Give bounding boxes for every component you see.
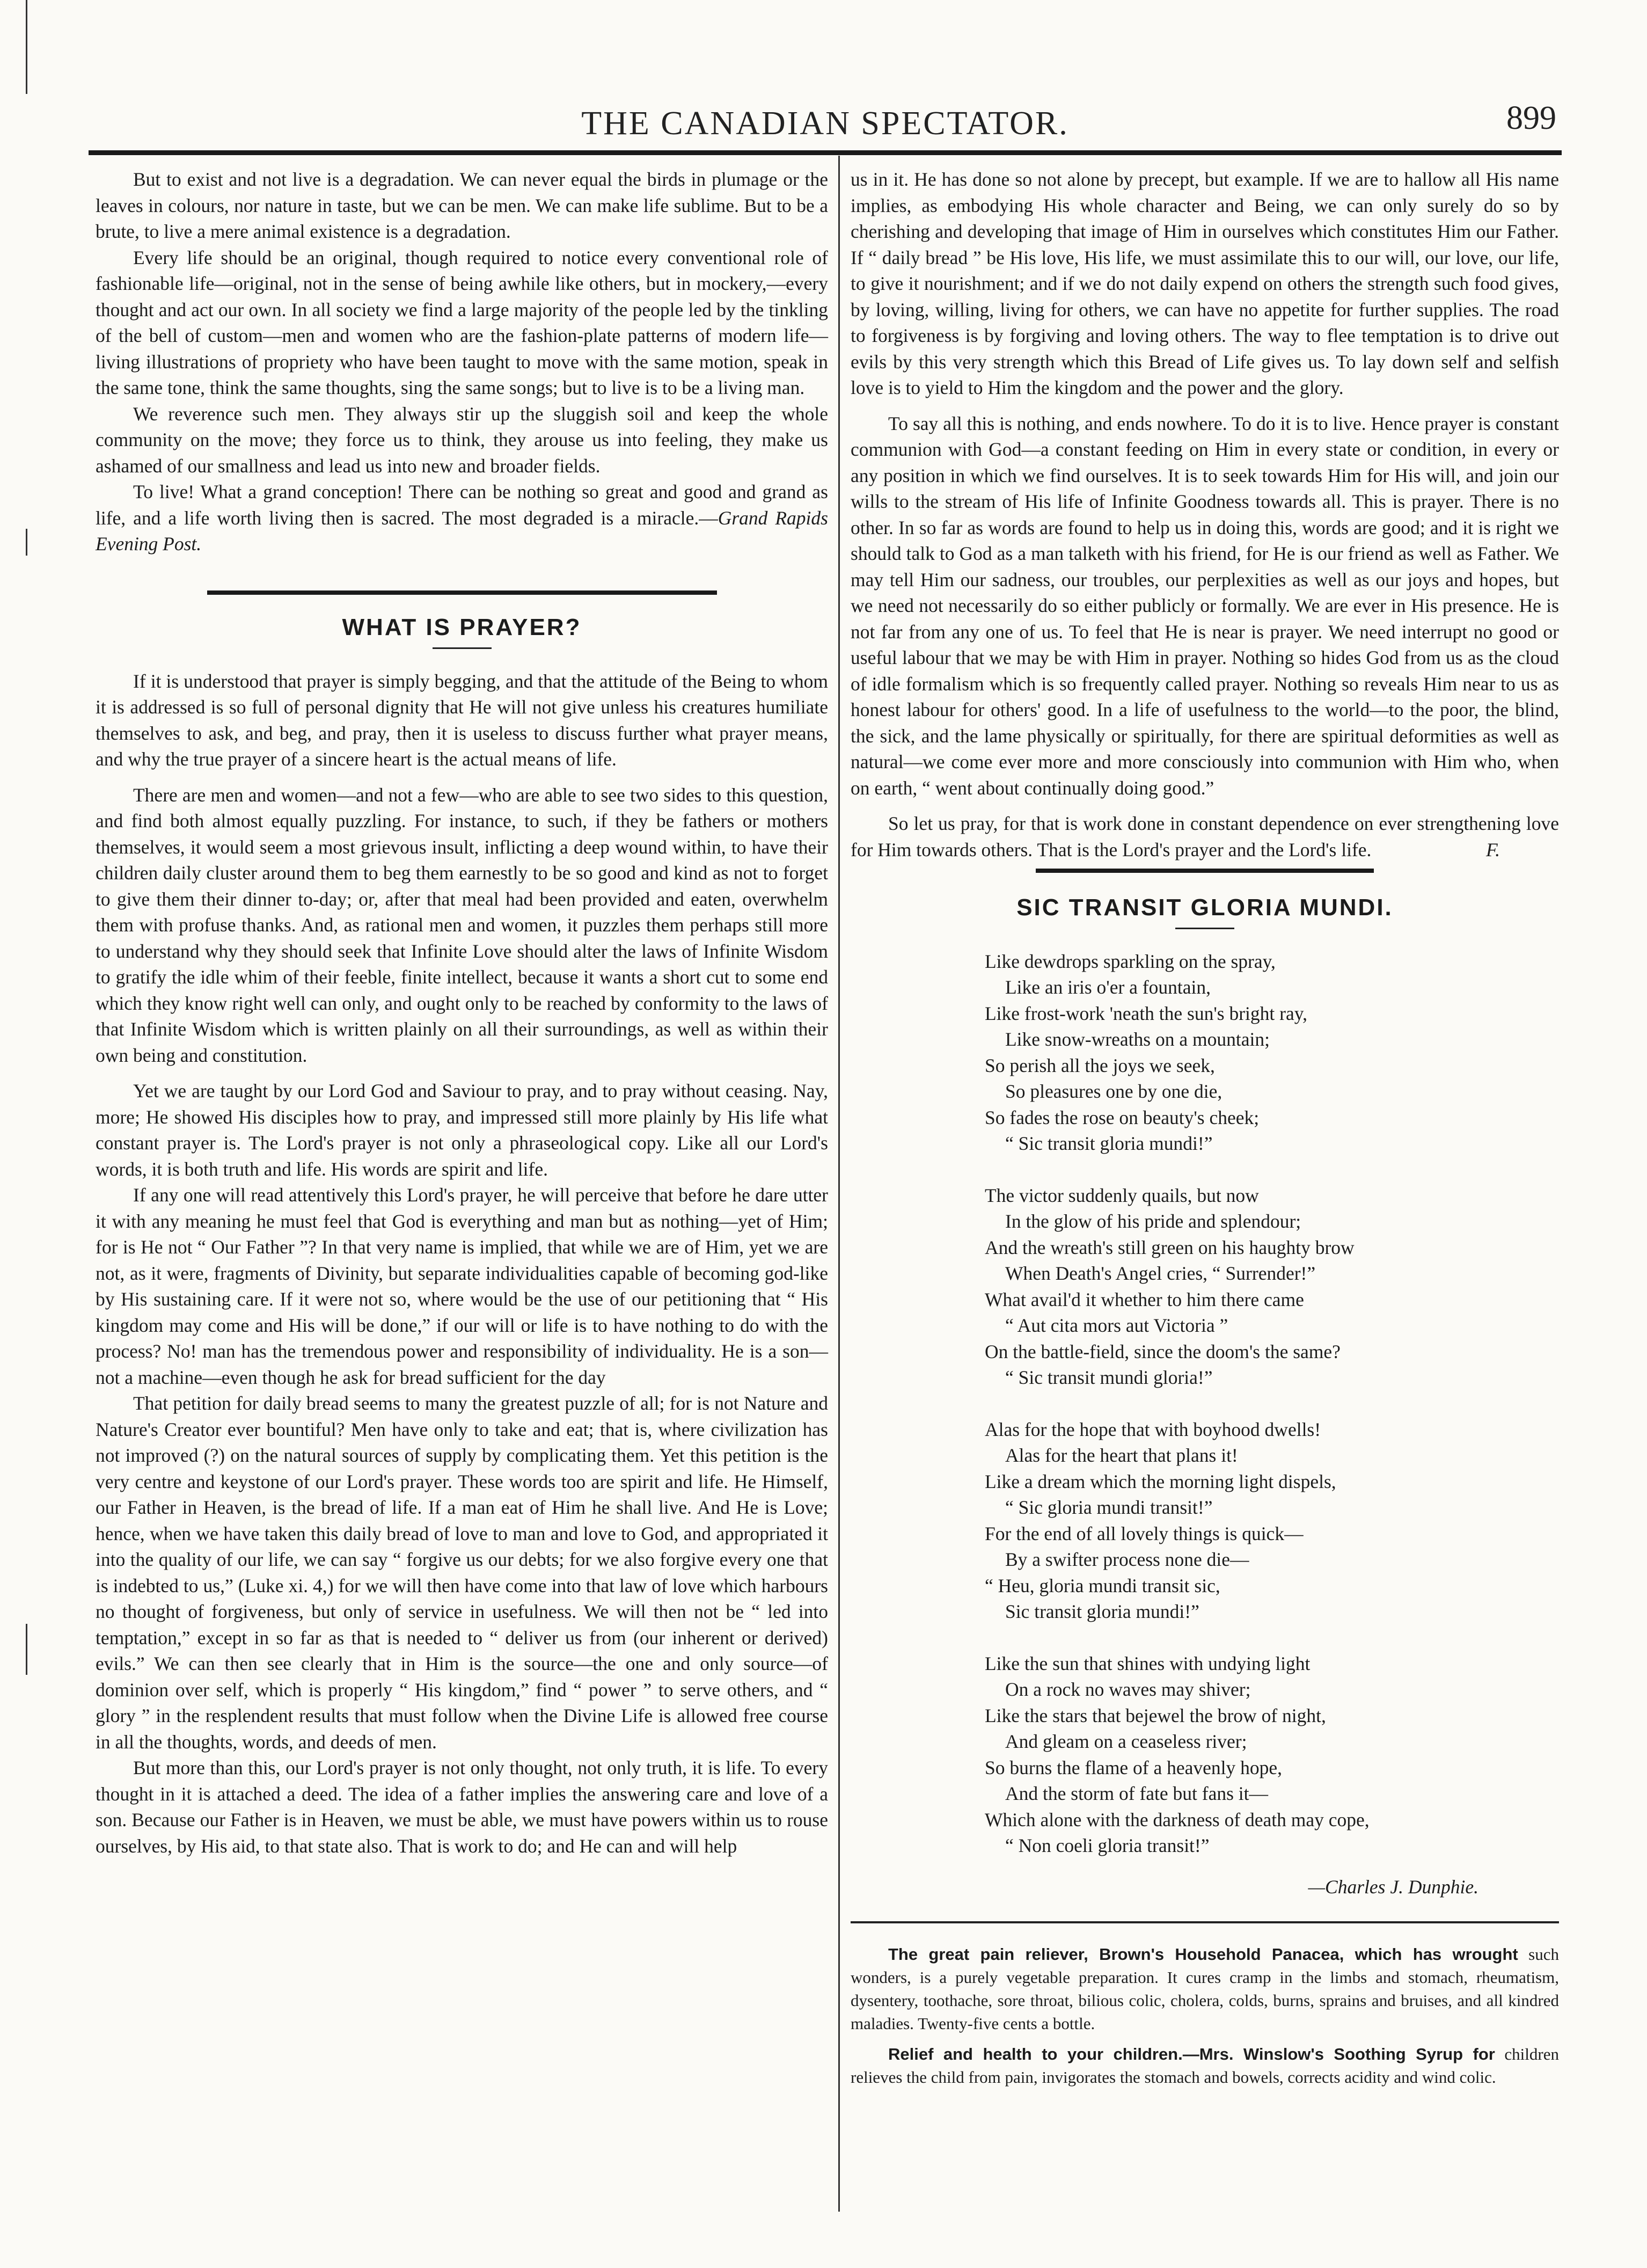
advertisement-lead: Relief and health to your children.—Mrs. Winslow's Soothing Syrup for <box>888 2045 1495 2063</box>
paragraph: That petition for daily bread seems to many the greatest puzzle of all; for is not Nature and Nature's Creator ever bountiful? Men have only to take and eat; that is, where civilization has not improved (?) on the natural sources of supply by complicating them. Yet this petition is the very centre and keystone of our Lord's prayer. These words too are spirit and life. He Himself, our Father in Heaven, is the bread of life. If a man eat of Him he shall live. And He is Love; hence, when we have taken this daily bread of love to man and love to God, and appropriated it into the quality of our life, we can say “ forgive us our debts; for we also forgive every one that is indebted to us,” (Luke xi. 4,) for we will then have come into that law of love which harbours no thought of forgiveness, but only of service in usefulness. We will then not be “ led into temptation,” except in so far as that is needed to “ deliver us from (our inherent or derived) evils.” We can then see clearly that in Him is the source—the one and only source—of dominion over self, which is properly “ His kingdom,” find “ power ” to serve others, and “ glory ” in the resplendent results that must follow when the Divine Life is allowed free course in all the thoughts, words, and deeds of men. <box>96 1392 828 1753</box>
section-rule <box>1036 869 1374 873</box>
poem-line: “ Non coeli gloria transit!” <box>1005 1835 1210 1856</box>
poem <box>851 949 1559 1859</box>
paragraph: If it is understood that prayer is simply begging, and that the attitude of the Being to whom it is addressed is so full of personal dignity that He will not give unless his creatures humiliate themselves to ask, and beg, and pray, then it is useless to discuss further what prayer means, and why the true prayer of a sincere heart is the actual means of life. <box>96 670 828 770</box>
poem-line: For the end of all lovely things is quick— <box>985 1522 1304 1544</box>
paragraph: Yet we are taught by our Lord God and Saviour to pray, and to pray without ceasing. Nay, more; He showed His disciples how to pray, and impressed still more plainly by His life what constant prayer is. The Lord's prayer is not only a phraseological copy. Like all our Lord's words, it is both truth and life. His words are spirit and life. <box>96 1080 828 1180</box>
section-heading-poem: SIC TRANSIT GLORIA MUNDI. <box>1016 894 1393 921</box>
margin-mark <box>26 0 27 94</box>
header-rule <box>89 150 1562 155</box>
poem-line: Which alone with the darkness of death may cope, <box>985 1808 1370 1831</box>
poem-stanza <box>985 1417 1559 1625</box>
paragraph: Every life should be an original, though required to notice every conventional role of fashionable life—original, not in the sense of being awhile like others, but in mockery,—every thought and act our own. In all society we find a large majority of the people led by the tinkling of the bell of custom—men and women who are the fashion-plate patterns of modern life—living illustrations of propriety who have been taught to move with the same motion, speak in the same tone, think the same thoughts, sing the same songs; but to live is to be a living man. <box>96 246 828 398</box>
paragraph: There are men and women—and not a few—who are able to see two sides to this question, and find both almost equally puzzling. For instance, to such, if they be fathers or mothers themselves, it would seem a most grievous insult, inflicting a deep wound within, to have their children daily cluster around them to beg them earnestly to be so good and kind as not to forget to give them their dinner to-day; or, after that meal had been provided and eaten, overwhelm them with profuse thanks. And, as rational men and women, it puzzles them perhaps still more to understand why they should seek that Infinite Love should alter the laws of Infinite Wisdom to gratify the idle whim of their feeble, finite intellect, because it wants a short cut to some end which they know right well can only, and ought only to be reached by conformity to the laws of that Infinite Wisdom which is written plainly on all their surroundings, as well as within their own being and constitution. <box>96 784 828 1066</box>
advertisement-lead: The great pain reliever, Brown's Household Panacea, which has wrought <box>888 1945 1518 1964</box>
poem-line: Like the stars that bejewel the brow of night, <box>985 1704 1326 1726</box>
paragraph: So let us pray, for that is work done in constant dependence on ever strengthening love for Him towards others. That is the Lord's prayer and the Lord's life. <box>851 813 1559 860</box>
margin-mark <box>26 1624 27 1675</box>
poem-line: Like a dream which the morning light dispels, <box>985 1470 1336 1492</box>
paragraph: If any one will read attentively this Lord's prayer, he will perceive that before he dare utter it with any meaning he must feel that God is everything and man but as nothing—yet of Him; for is He not “ Our Father ”? In that very name is implied, that while we are of Him, yet we are not, as it were, fragments of Divinity, but separate individualities capable of becoming god-like by His sustaining care. If it were not so, where would be the use of our petitioning that “ His kingdom may come and His will be done,” if our will or life is to have nothing to do with the process? No! man has the tremendous power and responsibility of individuality. He is a son—not a machine—even though he ask for bread sufficient for the day <box>96 1184 828 1388</box>
poem-line: When Death's Angel cries, “ Surrender!” <box>1005 1263 1316 1284</box>
left-column <box>96 166 828 1859</box>
section-rule <box>207 590 717 595</box>
poem-line: Sic transit gloria mundi!” <box>1005 1601 1199 1622</box>
paragraph: But to exist and not live is a degradation. We can never equal the birds in plumage or the leaves in colours, nor nature in taste, but we can be men. We can make life sublime. But to be a brute, to live a mere animal existence is a degradation. <box>96 169 828 242</box>
poem-line: What avail'd it whether to him there came <box>985 1288 1304 1310</box>
page-number: 899 <box>1506 100 1556 136</box>
poem-line: So perish all the joys we seek, <box>985 1054 1215 1076</box>
source-credit: Grand Rapids Evening Post. <box>96 507 828 555</box>
heading-underline <box>433 647 492 649</box>
poem-line: The victor suddenly quails, but now <box>985 1184 1259 1206</box>
poem-line: Like the sun that shines with undying light <box>985 1652 1311 1674</box>
poem-stanza <box>985 949 1559 1157</box>
poem-line: “ Sic transit gloria mundi!” <box>1005 1133 1213 1154</box>
poem-stanza <box>985 1183 1559 1391</box>
paragraph: To say all this is nothing, and ends nowhere. To do it is to live. Hence prayer is constant communion with God—a constant feeding on Him in every state or condition, in every or any position in which we find ourselves. It is to seek towards Him for His will, and join our wills to the stream of His life of Infinite Goodness towards all. This is prayer. There is no other. In so far as words are found to help us in doing this, words are good; and it is right we should talk to God as a man talketh with his friend, for He is our friend as well as Father. We may tell Him our sadness, our troubles, our perplexities as well as our joys and hopes, but we need not necessarily do so either publicly or formally. We are ever in His presence. He is not far from any one of us. To feel that He is near is prayer. We need interrupt no good or useful labour that we may be with Him in prayer. Nothing so hides God from us as the cloud of idle formalism which is so frequently called prayer. Nothing so reveals Him near to us as honest labour for others' good. In a life of usefulness to the world—to the poor, the blind, the sick, and the lame physically or spiritually, for there are spiritual deformities as well as natural—we come ever more and more consciously into communion with Him who, when on earth, “ went about continually doing good.” <box>851 412 1559 799</box>
advertisement <box>851 2043 1559 2089</box>
advertisement-rule <box>851 1921 1559 1923</box>
poem-line: So pleasures one by one die, <box>1005 1081 1223 1102</box>
paragraph: But more than this, our Lord's prayer is not only thought, not only truth, it is life. To every thought in it is attached a deed. The idea of a father implies the answering care and love of a son. Because our Father is in Heaven, we must be able, we must have powers within us to rouse ourselves, by His aid, to that state also. That is work to do; and He can and will help <box>96 1757 828 1857</box>
poem-line: On the battle-field, since the doom's the same? <box>985 1340 1341 1362</box>
poem-line: Like an iris o'er a fountain, <box>1005 976 1211 998</box>
poem-line: On a rock no waves may shiver; <box>1005 1679 1251 1700</box>
column-divider <box>838 156 840 2212</box>
poem-line: “ Sic gloria mundi transit!” <box>1005 1497 1213 1518</box>
poem-line: “ Sic transit mundi gloria!” <box>1005 1367 1213 1388</box>
paragraph: us in it. He has done so not alone by precept, but example. If we are to hallow all His name implies, as embodying His whole character and Being, we can only surely do so by cherishing and developing that image of Him in ourselves which constitutes Him our Father. If “ daily bread ” be His love, His life, we must assimilate this to our will, our love, our life, to give it nourishment; and if we do not daily expend on others the strength such food gives, by loving, willing, living for others, we can have no appetite for further supplies. The road to forgiveness is by forgiving and loving others. The way to flee temptation is to drive out evils by this very strength which this Bread of Life gives us. To lay down self and selfish love is to yield to Him the kingdom and the power and the glory. <box>851 169 1559 398</box>
poem-line: In the glow of his pride and splendour; <box>1005 1210 1301 1232</box>
poem-line: So burns the flame of a heavenly hope, <box>985 1756 1283 1778</box>
section-heading-prayer: WHAT IS PRAYER? <box>342 614 582 640</box>
heading-underline <box>1175 928 1234 929</box>
masthead-title: THE CANADIAN SPECTATOR. <box>581 105 1069 142</box>
poem-line: And the storm of fate but fans it— <box>1005 1783 1268 1804</box>
poem-line: And the wreath's still green on his haughty brow <box>985 1236 1355 1258</box>
poem-line: And gleam on a ceaseless river; <box>1005 1731 1247 1752</box>
article-signature: F. <box>1486 839 1500 860</box>
closing-paragraph <box>96 479 828 557</box>
poem-line: By a swifter process none die— <box>1005 1549 1249 1570</box>
paragraph: We reverence such men. They always stir up the sluggish soil and keep the whole community on the move; they force us to think, they arouse us into feeling, they make us ashamed of our smallness and lead us into new and broader fields. <box>96 403 828 477</box>
poem-line: “ Aut cita mors aut Victoria ” <box>1005 1315 1228 1336</box>
poem-line: Alas for the heart that plans it! <box>1005 1445 1238 1466</box>
right-column <box>851 166 1559 2089</box>
advertisement-body: children relieves the child from pain, invigorates the stomach and bowels, corrects acidity and wind colic. <box>851 2045 1559 2087</box>
poem-line: Like snow-wreaths on a mountain; <box>1005 1029 1270 1050</box>
advertisement-body: such wonders, is a purely vegetable preparation. It cures cramp in the limbs and stomach, rheumatism, dysentery, toothache, sore throat, bilious colic, cholera, colds, burns, sprains and bruises, and all kindred maladies. Twenty-five cents a bottle. <box>851 1945 1559 2033</box>
poem-line: Like frost-work 'neath the sun's bright ray, <box>985 1002 1308 1024</box>
margin-mark <box>26 529 27 556</box>
poem-stanza <box>985 1651 1559 1859</box>
poem-line: So fades the rose on beauty's cheek; <box>985 1106 1260 1128</box>
poem-author: —Charles J. Dunphie. <box>1308 1876 1478 1898</box>
poem-line: Alas for the hope that with boyhood dwells! <box>985 1418 1321 1440</box>
masthead <box>89 99 1562 148</box>
poem-line: Like dewdrops sparkling on the spray, <box>985 950 1276 972</box>
poem-line: “ Heu, gloria mundi transit sic, <box>985 1574 1220 1596</box>
closing-text: To live! What a grand conception! There can be nothing so great and good and grand as life, and a life worth living then is sacred. The most degraded is a miracle.— <box>96 481 828 529</box>
advertisement <box>851 1943 1559 2035</box>
